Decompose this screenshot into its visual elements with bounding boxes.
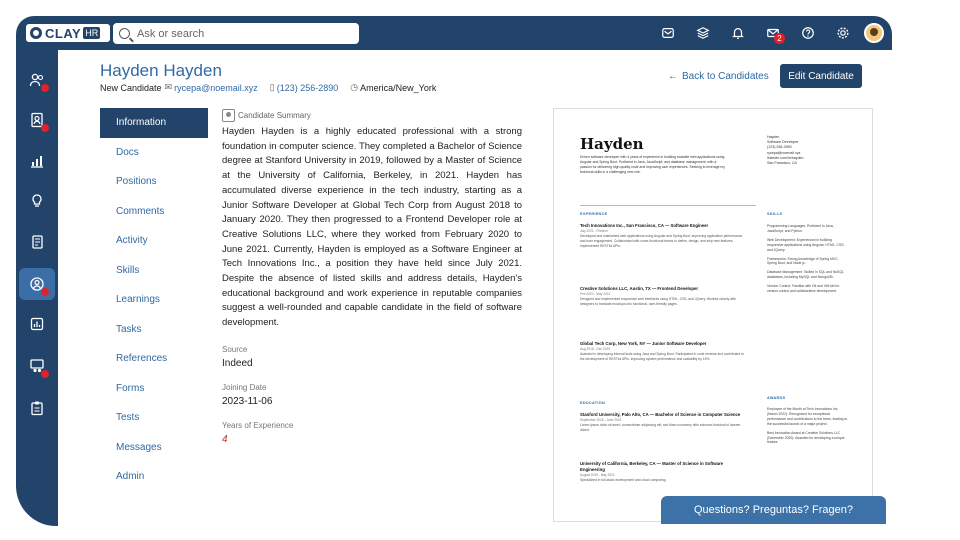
resume-job: [580, 341, 748, 362]
user-avatar[interactable]: [864, 23, 884, 43]
resume-skill: Frameworks: Strong knowledge of Spring MVC, Spring Boot, and Node.js.: [767, 256, 839, 266]
resume-skill: Version Control: Familiar with Git and GitHub for version control and collaborative development.: [767, 284, 840, 294]
resume-education-item: [580, 412, 748, 433]
resume-experience-heading: EXPERIENCE: [580, 212, 608, 216]
resume-award: Best Innovation Award at Creative Solutions LLC (December 2020): Awarded for developing a unique feature.: [767, 430, 845, 445]
help-icon[interactable]: [790, 16, 825, 50]
resume-education-text: Specialized in full-stack development and cloud computing.: [580, 478, 667, 482]
resume-job-text: Designed and implemented responsive web interfaces using HTML, CSS, and JQuery. Worked closely with designers to translate mockups into functional, user-friendly pages.: [580, 297, 737, 306]
resume-awards: [767, 407, 849, 449]
resume-education-item: [580, 461, 748, 483]
resume-job-title: Creative Solutions LLC, Austin, TX — Frontend Developer: [580, 286, 699, 291]
search-input[interactable]: [137, 28, 337, 40]
resume-job-text: Developed and maintained web applications using Angular and Spring Boot, improving application performance and user engagement. Collaborated with cross-functional teams to define, design, and ship new features. Implemented RESTful APIs.: [580, 234, 743, 248]
resume-education-title: Stanford University, Palo Alto, CA — Bachelor of Science in Computer Science: [580, 412, 741, 417]
resume-job: [580, 223, 748, 248]
resume-education-heading: EDUCATION: [580, 401, 605, 405]
resume-job-title: Global Tech Corp, New York, NY — Junior Software Developer: [580, 341, 707, 346]
rail-chat-users-icon[interactable]: [19, 350, 55, 382]
resume-contact-line: Software Developer: [767, 140, 799, 145]
joining-date-value: 2023-11-06: [222, 395, 273, 407]
resume-job-text: Assisted in developing internal tools using Java and Spring Boot. Participated in code reviews and contributed to the development of RESTful APIs, improving system performance and scalability by 15%.: [580, 352, 744, 361]
phone-icon: ▯: [269, 82, 275, 92]
resume-contact-line: San Francisco, CA: [767, 161, 797, 166]
resume-contact-line: (123) 256-2890: [767, 145, 792, 150]
resume-contact-line: Hayden: [767, 135, 780, 139]
logo-text: CLAY: [45, 25, 82, 41]
years-experience-value: 4: [222, 433, 228, 445]
candidate-timezone: America/New_York: [360, 82, 437, 93]
summary-label: Candidate Summary: [238, 111, 311, 120]
candidate-name: Hayden Hayden: [100, 61, 222, 80]
source-label: Source: [222, 344, 248, 354]
envelope-icon: ✉: [164, 82, 173, 92]
app-frame: [16, 16, 892, 526]
bell-icon[interactable]: [720, 16, 755, 50]
resume-name: Hayden: [580, 135, 644, 153]
top-icon-bar: [650, 16, 892, 50]
resume-job-date: Feb 2020 - May 2021: [580, 292, 611, 296]
subnav-learnings[interactable]: Learnings: [116, 294, 160, 306]
settings-icon[interactable]: [825, 16, 860, 50]
edit-candidate-button[interactable]: Edit Candidate: [780, 64, 862, 88]
top-bar: [16, 16, 892, 50]
rail-badge-icon[interactable]: [19, 104, 55, 136]
subnav-tests[interactable]: Tests: [116, 412, 140, 424]
candidate-phone-link[interactable]: (123) 256-2890: [276, 82, 339, 93]
subnav-activity[interactable]: Activity: [116, 235, 148, 247]
rail-chart-icon[interactable]: [19, 145, 55, 177]
subnav-docs[interactable]: Docs: [116, 146, 139, 158]
notification-dot: [41, 124, 49, 132]
subnav-messages[interactable]: Messages: [116, 441, 162, 453]
subnav-admin[interactable]: Admin: [116, 471, 145, 483]
rail-people-icon[interactable]: [19, 64, 55, 96]
source-value: Indeed: [222, 357, 253, 369]
summary-header: [222, 109, 522, 122]
resume-education-title: University of California, Berkeley, CA — Master of Science in Software Engineering: [580, 461, 724, 472]
mail-badge: 2: [774, 33, 785, 44]
left-rail: [16, 50, 58, 526]
resume-education-text: Lorem ipsum dolor sit amet, consectetuer adipiscing elit, sed diam nonummy nibh euismod tincidunt ut laoreet dolore.: [580, 423, 741, 432]
logo-mark-icon: [30, 27, 42, 39]
search-icon: [119, 28, 130, 39]
candidate-details: [222, 109, 522, 445]
arrow-left-icon: ←: [668, 71, 678, 82]
candidate-status: New Candidate: [100, 82, 162, 93]
candidate-meta: [100, 82, 448, 93]
clayhr-logo[interactable]: [26, 24, 110, 42]
mail-icon[interactable]: [755, 16, 790, 50]
resume-job-date: Aug 2018 - Dec 2019: [580, 347, 611, 351]
rail-report-icon[interactable]: [19, 308, 55, 340]
resume-awards-heading: AWARDS: [767, 396, 786, 400]
resume-contact-line: linkedin.com/in/hayden: [767, 155, 804, 160]
resume-education-date: August 2019 - May 2021: [580, 473, 615, 477]
notification-dot: [41, 288, 49, 296]
resume-skill: Programming Languages: Proficient in Java, JavaScript, and Python.: [767, 224, 834, 233]
candidate-subnav: [100, 108, 208, 492]
resume-job: [580, 286, 748, 307]
resume-rule: [580, 205, 756, 206]
resume-education-date: September 2015 - June 2019: [580, 418, 622, 422]
subnav-references[interactable]: References: [116, 353, 168, 365]
notification-dot: [41, 370, 49, 378]
back-label: Back to Candidates: [682, 71, 769, 82]
subnav-positions[interactable]: Positions: [116, 176, 157, 188]
resume-contact: [767, 135, 849, 166]
chat-support-button[interactable]: Questions? Preguntas? Fragen?: [661, 496, 886, 524]
resume-skills: [767, 224, 849, 298]
back-to-candidates-link[interactable]: [668, 71, 769, 82]
layers-icon[interactable]: [685, 16, 720, 50]
joining-date-label: Joining Date: [222, 382, 267, 392]
clock-icon: ◷: [350, 82, 359, 92]
resume-skill: Web Development: Experienced in building responsive applications using Angular, HTML, CSS, and JQuery.: [767, 237, 845, 252]
subnav-comments[interactable]: Comments: [116, 205, 165, 217]
logo-suffix: HR: [85, 28, 99, 38]
rail-lightbulb-icon[interactable]: [19, 185, 55, 217]
candidate-email-link[interactable]: rycepa@noemail.xyz: [174, 82, 258, 93]
inbox-icon[interactable]: [650, 16, 685, 50]
subnav-forms[interactable]: Forms: [116, 382, 145, 394]
subnav-skills[interactable]: Skills: [116, 264, 140, 276]
notification-dot: [41, 84, 49, 92]
rail-documents-icon[interactable]: [19, 226, 55, 258]
search-box[interactable]: [113, 23, 359, 44]
rail-profile-icon[interactable]: [19, 268, 55, 300]
subnav-information[interactable]: Information: [100, 108, 208, 138]
resume-job-date: July 2021 - Present: [580, 229, 608, 233]
candidate-summary: Hayden Hayden is a highly educated professional with a strong foundation in computer science. They completed a Bachelor of Science degree at Stanford University in 2019, followed by a Master of Science at the University of California, Berkeley, in 2021. Hayden has accumulated diverse experience in the tech industry, starting as a Junior Software Developer at Global Tech Corp from August 2018 to January 2020. They then progressed to a Frontend Developer role at Creative Solutions LLC, where they worked from February 2020 to June 2021. Currently, Hayden is employed as a Software Engineer at Tech Innovations Inc., a position they have held since July 2021. Despite the absence of listed skills and address details, Hayden's educational background and work experience in reputable companies suggest a well-rounded and capable candidate in the field of software development.: [222, 126, 522, 329]
resume-preview[interactable]: [553, 108, 873, 522]
resume-skill: Database Management: Skilled in SQL and NoSQL databases, including MySQL and MongoDB.: [767, 270, 844, 280]
resume-intro: Driven software developer with 4 years of experience in building scalable web applications using Angular and Spring Boot. Proficient in Java, JavaScript, and database management, with a passion for delivering high-quality code and improving user experiences. Seeking to leverage my technical skills in a challenging new role.: [580, 155, 725, 174]
resume-contact-line: rycepa@noemail.xyz: [767, 150, 801, 155]
resume-award: Employee of the Month at Tech Innovations Inc. (March 2022): Recognized for exceptional performance and contributions to the team, leading to the successful launch of a major project.: [767, 407, 848, 426]
summary-icon: [222, 109, 235, 122]
subnav-tasks[interactable]: Tasks: [116, 323, 142, 335]
resume-job-title: Tech Innovations Inc., San Francisco, CA — Software Engineer: [580, 223, 709, 228]
years-experience-label: Years of Experience: [222, 420, 294, 430]
rail-clipboard-icon[interactable]: [19, 392, 55, 424]
resume-skills-heading: SKILLS: [767, 212, 783, 216]
